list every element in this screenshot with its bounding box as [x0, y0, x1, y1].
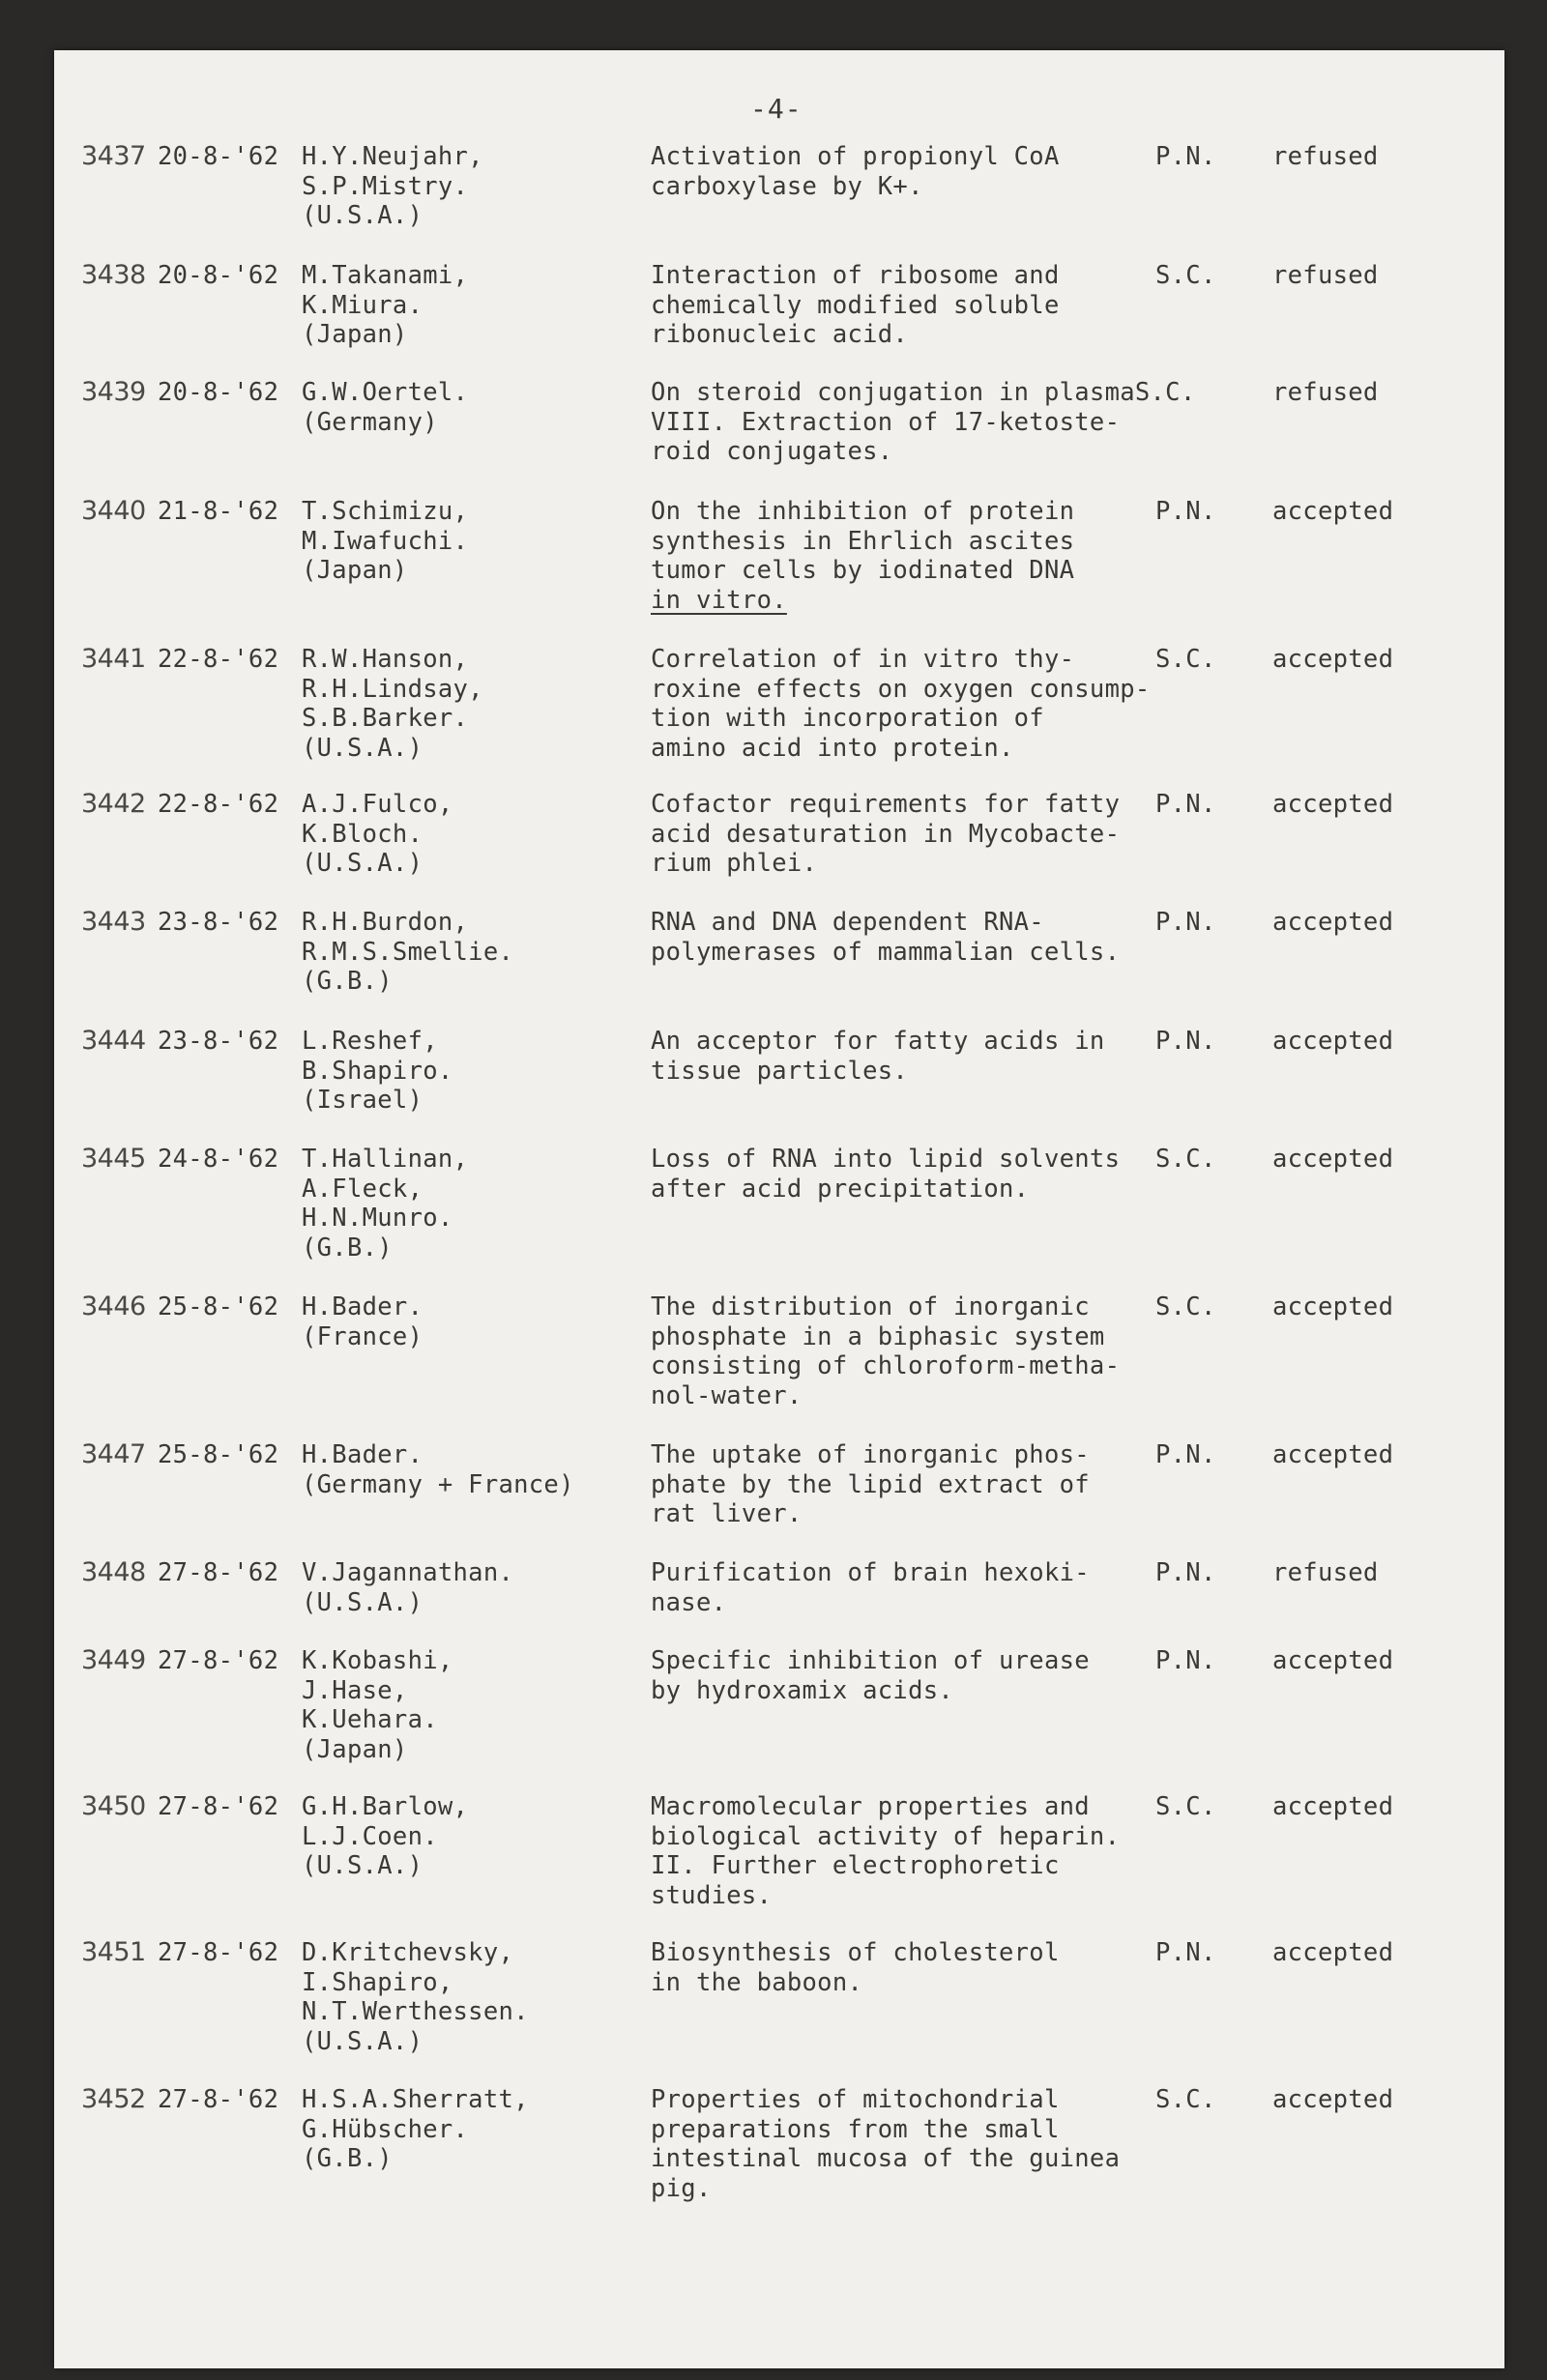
entry-number: 3451 [81, 1937, 146, 1967]
entry-number: 3445 [81, 1144, 146, 1174]
entry-title [651, 1292, 1120, 1410]
author-line: K.Kobashi, [302, 1646, 453, 1675]
title-line: Properties of mitochondrial [651, 2085, 1060, 2114]
entry-presentation: P.N. [1155, 1027, 1216, 1056]
author-line: (Israel) [302, 1086, 423, 1115]
author-line: B.Shapiro. [302, 1056, 453, 1086]
entry-title [651, 2085, 1120, 2203]
author-line: (Germany) [302, 407, 438, 437]
title-line: Biosynthesis of cholesterol [651, 1938, 1060, 1967]
author-line: (Japan) [302, 556, 408, 585]
author-line: (U.S.A.) [302, 1587, 423, 1617]
title-line: by hydroxamix acids. [651, 1675, 954, 1705]
entry-authors [302, 1145, 468, 1263]
entry-presentation: P.N. [1155, 790, 1216, 819]
entry-authors [302, 1440, 574, 1499]
entry-status: refused [1272, 261, 1379, 290]
author-line: (U.S.A.) [302, 1851, 423, 1880]
entry-title [651, 645, 1151, 763]
entry-number: 3442 [81, 789, 146, 819]
author-line: T.Schimizu, [302, 497, 469, 526]
author-line: A.Fleck, [302, 1174, 423, 1204]
title-line: On steroid conjugation in plasmaS.C. [651, 378, 1196, 407]
title-line: tumor cells by iodinated DNA [651, 556, 1075, 585]
entry-number: 3439 [81, 377, 146, 407]
author-line: (Japan) [302, 1734, 408, 1764]
entry-title [651, 1792, 1120, 1910]
entry-number: 3441 [81, 644, 146, 674]
entry-number: 3444 [81, 1026, 146, 1056]
author-line: H.N.Munro. [302, 1204, 453, 1233]
entry-presentation: S.C. [1155, 261, 1216, 290]
title-line: Correlation of in vitro thy- [651, 645, 1075, 674]
entry-authors [302, 645, 483, 763]
entry-status: accepted [1272, 645, 1394, 674]
entry-presentation: P.N. [1155, 1646, 1216, 1675]
title-line: amino acid into protein. [651, 733, 1014, 763]
title-line: VIII. Extraction of 17-ketoste- [651, 407, 1121, 437]
author-line: G.Hübscher. [302, 2114, 469, 2144]
author-line: S.B.Barker. [302, 704, 469, 733]
author-line: L.J.Coen. [302, 1821, 438, 1851]
entry-title [651, 142, 1060, 201]
author-line: (U.S.A.) [302, 2026, 423, 2056]
entry-date: 27-8-'62 [158, 1938, 279, 1967]
author-line: H.Y.Neujahr, [302, 142, 483, 171]
author-line: A.J.Fulco, [302, 790, 453, 819]
author-line: R.W.Hanson, [302, 645, 469, 674]
entry-number: 3452 [81, 2084, 146, 2114]
title-line: nase. [651, 1587, 727, 1617]
author-line: (G.B.) [302, 967, 393, 996]
title-line: acid desaturation in Mycobacte- [651, 819, 1121, 849]
title-line: An acceptor for fatty acids in [651, 1027, 1105, 1056]
entry-date: 24-8-'62 [158, 1145, 279, 1174]
entry-presentation: P.N. [1155, 1440, 1216, 1469]
author-line: K.Bloch. [302, 819, 423, 849]
entry-presentation: P.N. [1155, 1938, 1216, 1967]
entry-authors [302, 908, 513, 997]
title-line: Cofactor requirements for fatty [651, 790, 1121, 819]
entry-presentation: S.C. [1155, 1145, 1216, 1174]
title-line: rat liver. [651, 1499, 803, 1528]
author-line: R.M.S.Smellie. [302, 937, 514, 967]
entry-authors [302, 1292, 423, 1351]
title-line: On the inhibition of protein [651, 497, 1075, 526]
entry-title [651, 497, 1074, 615]
title-line: Activation of propionyl CoA [651, 142, 1060, 171]
entry-status: refused [1272, 1558, 1379, 1587]
entry-date: 22-8-'62 [158, 790, 279, 819]
title-line: consisting of chloroform-metha- [651, 1351, 1121, 1380]
title-line: roxine effects on oxygen consump- [651, 674, 1151, 704]
entry-authors [302, 261, 468, 350]
entry-number: 3443 [81, 907, 146, 937]
author-line: (U.S.A.) [302, 849, 423, 878]
author-line: (U.S.A.) [302, 201, 423, 230]
author-line: R.H.Lindsay, [302, 674, 483, 704]
entry-status: refused [1272, 378, 1379, 407]
title-line: in vitro. [651, 585, 787, 615]
entry-authors [302, 378, 468, 437]
author-line: L.Reshef, [302, 1027, 438, 1056]
entry-presentation: P.N. [1155, 142, 1216, 171]
entry-title [651, 1938, 1060, 1997]
title-line: roid conjugates. [651, 437, 893, 466]
title-line: after acid precipitation. [651, 1174, 1030, 1204]
title-line: phosphate in a biphasic system [651, 1321, 1105, 1351]
entry-authors [302, 2085, 529, 2174]
entry-presentation: P.N. [1155, 497, 1216, 526]
author-line: H.Bader. [302, 1292, 423, 1321]
entry-presentation: S.C. [1155, 645, 1216, 674]
title-line: Loss of RNA into lipid solvents [651, 1145, 1121, 1174]
entry-date: 25-8-'62 [158, 1292, 279, 1321]
entry-status: accepted [1272, 2085, 1394, 2114]
author-line: (G.B.) [302, 2144, 393, 2173]
entry-date: 25-8-'62 [158, 1440, 279, 1469]
author-line: V.Jagannathan. [302, 1558, 514, 1587]
entry-title [651, 1440, 1090, 1529]
entry-date: 20-8-'62 [158, 142, 279, 171]
title-line: rium phlei. [651, 849, 818, 878]
title-line: II. Further electrophoretic [651, 1851, 1060, 1880]
title-line: biological activity of heparin. [651, 1821, 1121, 1851]
author-line: R.H.Burdon, [302, 908, 469, 937]
entry-status: accepted [1272, 497, 1394, 526]
entry-authors [302, 1027, 453, 1116]
title-line: polymerases of mammalian cells. [651, 937, 1121, 967]
entry-presentation: P.N. [1155, 1558, 1216, 1587]
author-line: H.Bader. [302, 1440, 423, 1469]
title-line: ribonucleic acid. [651, 320, 909, 349]
author-line: (Germany + France) [302, 1469, 574, 1499]
entry-authors [302, 142, 483, 231]
author-line: I.Shapiro, [302, 1967, 453, 1997]
entry-status: accepted [1272, 1292, 1394, 1321]
author-line: N.T.Werthessen. [302, 1997, 529, 2026]
title-line: phate by the lipid extract of [651, 1469, 1090, 1499]
entry-presentation: S.C. [1155, 2085, 1216, 2114]
entry-authors [302, 497, 468, 586]
title-line: RNA and DNA dependent RNA- [651, 908, 1044, 937]
entry-number: 3450 [81, 1791, 146, 1821]
author-line: H.S.A.Sherratt, [302, 2085, 529, 2114]
title-line: The distribution of inorganic [651, 1292, 1090, 1321]
entry-date: 23-8-'62 [158, 1027, 279, 1056]
author-line: (G.B.) [302, 1233, 393, 1263]
title-line: Macromolecular properties and [651, 1792, 1090, 1821]
title-line: synthesis in Ehrlich ascites [651, 526, 1075, 556]
entry-date: 23-8-'62 [158, 908, 279, 937]
entry-number: 3440 [81, 496, 146, 526]
title-line: tion with incorporation of [651, 704, 1044, 733]
entry-date: 27-8-'62 [158, 2085, 279, 2114]
entry-authors [302, 1938, 529, 2056]
title-line: chemically modified soluble [651, 290, 1060, 320]
entry-status: accepted [1272, 1440, 1394, 1469]
author-line: M.Iwafuchi. [302, 526, 469, 556]
entry-date: 21-8-'62 [158, 497, 279, 526]
entry-authors [302, 1558, 513, 1617]
entry-status: accepted [1272, 908, 1394, 937]
entry-number: 3437 [81, 141, 146, 171]
title-line: Purification of brain hexoki- [651, 1558, 1090, 1587]
entry-authors [302, 1646, 453, 1764]
title-line: The uptake of inorganic phos- [651, 1440, 1090, 1469]
author-line: S.P.Mistry. [302, 171, 469, 201]
author-line: K.Miura. [302, 290, 423, 320]
entry-presentation: S.C. [1155, 1792, 1216, 1821]
entry-title [651, 1646, 1090, 1705]
entry-presentation: P.N. [1155, 908, 1216, 937]
entry-status: accepted [1272, 1792, 1394, 1821]
author-line: T.Hallinan, [302, 1145, 469, 1174]
entry-number: 3448 [81, 1557, 146, 1587]
author-line: M.Takanami, [302, 261, 469, 290]
title-line: preparations from the small [651, 2114, 1060, 2144]
title-line: Interaction of ribosome and [651, 261, 1060, 290]
author-line: (France) [302, 1321, 423, 1351]
entry-date: 20-8-'62 [158, 378, 279, 407]
entry-status: accepted [1272, 1938, 1394, 1967]
title-line: in the baboon. [651, 1967, 863, 1997]
entry-title [651, 261, 1060, 350]
entry-authors [302, 790, 453, 879]
entry-status: accepted [1272, 790, 1394, 819]
entry-title [651, 1145, 1120, 1204]
entry-status: refused [1272, 142, 1379, 171]
entry-number: 3446 [81, 1292, 146, 1321]
entry-date: 27-8-'62 [158, 1558, 279, 1587]
entry-status: accepted [1272, 1646, 1394, 1675]
entry-status: accepted [1272, 1027, 1394, 1056]
title-line: intestinal mucosa of the guinea [651, 2144, 1121, 2173]
author-line: (U.S.A.) [302, 733, 423, 763]
entry-number: 3438 [81, 260, 146, 290]
page-number: -4- [750, 93, 803, 125]
title-line: studies. [651, 1880, 773, 1910]
title-line: carboxylase by K+. [651, 171, 923, 201]
author-line: J.Hase, [302, 1675, 408, 1705]
entry-authors [302, 1792, 468, 1881]
entry-title [651, 1027, 1105, 1086]
entry-number: 3449 [81, 1645, 146, 1675]
entry-presentation: S.C. [1155, 1292, 1216, 1321]
entry-date: 20-8-'62 [158, 261, 279, 290]
title-line: pig. [651, 2173, 712, 2203]
entry-title [651, 378, 1195, 467]
entry-status: accepted [1272, 1145, 1394, 1174]
author-line: K.Uehara. [302, 1705, 438, 1734]
author-line: (Japan) [302, 320, 408, 349]
entry-number: 3447 [81, 1439, 146, 1469]
author-line: G.H.Barlow, [302, 1792, 469, 1821]
entry-title [651, 1558, 1090, 1617]
entry-title [651, 790, 1120, 879]
title-line: Specific inhibition of urease [651, 1646, 1090, 1675]
author-line: G.W.Oertel. [302, 378, 469, 407]
entry-date: 22-8-'62 [158, 645, 279, 674]
entry-title [651, 908, 1120, 967]
title-line: nol-water. [651, 1380, 803, 1410]
title-line: tissue particles. [651, 1056, 909, 1086]
entry-date: 27-8-'62 [158, 1646, 279, 1675]
entry-date: 27-8-'62 [158, 1792, 279, 1821]
author-line: D.Kritchevsky, [302, 1938, 514, 1967]
